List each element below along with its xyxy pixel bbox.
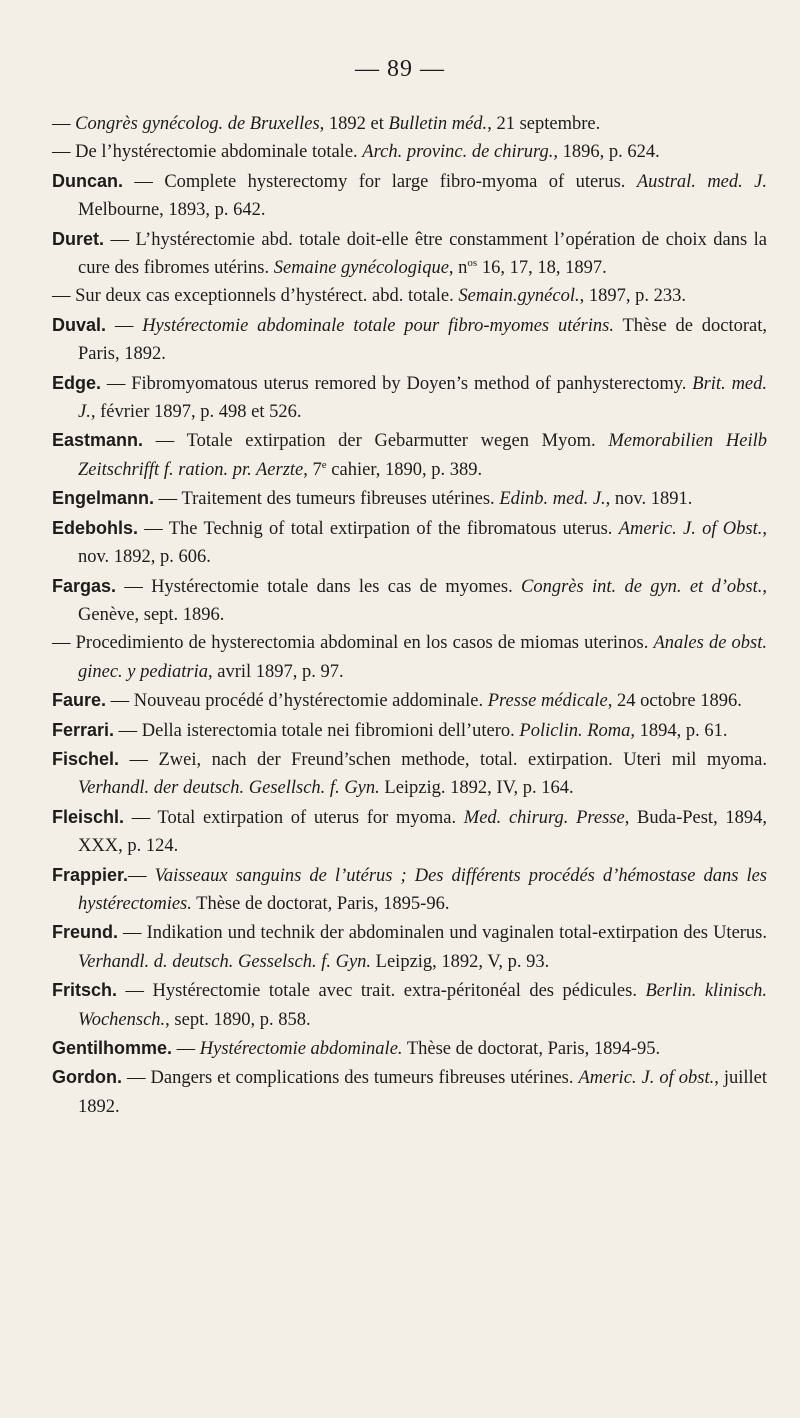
entry-text: 16, 17, 18, 1897. <box>477 258 607 279</box>
entry-title-italic: Vaisseaux sanguins de l’utérus ; Des différents procédés d’hémostase dans les hystérectomies. <box>78 865 767 914</box>
entry-text: , avril 1897, p. 97. <box>207 661 344 682</box>
bibliography-entry <box>52 803 767 861</box>
entry-author: Duncan. <box>52 170 124 191</box>
entry-text: , 1897, p. 233. <box>579 286 686 307</box>
entry-text: , 1894, p. 61. <box>630 720 728 741</box>
entry-dash: — <box>101 373 132 394</box>
entry-title-italic: Americ. J. of obst. <box>578 1068 715 1089</box>
entry-text: , 7 <box>303 459 322 480</box>
entry-dash: — <box>128 865 155 886</box>
entry-text: Complete hysterectomy for large fibro-myoma of uterus. <box>164 171 637 192</box>
entry-title-italic: Congrès int. de gyn. et d’obst. <box>521 576 763 597</box>
entry-text: Thèse de doctorat, Paris, 1895-96. <box>191 893 450 914</box>
entry-text: Total extirpation of uterus for myoma. <box>157 807 464 828</box>
entry-dash: — <box>52 142 76 163</box>
entry-title-italic: Brit. med. J. <box>78 373 768 423</box>
bibliography-entry <box>52 745 767 803</box>
entry-text: , février 1897, p. 498 et 526. <box>90 402 302 423</box>
entry-dash: — <box>172 1039 200 1059</box>
entry-dash: — <box>52 286 76 307</box>
entry-text: , nov. 1892, p. 606. <box>78 518 767 568</box>
entry-author: Fargas. <box>52 575 117 596</box>
bibliography-entry <box>52 629 767 686</box>
entry-text: , 21 septembre. <box>487 114 601 134</box>
entry-title-italic: Arch. provinc. de chirurg. <box>362 142 554 163</box>
entry-title-italic: Semaine gynécologique <box>273 258 449 279</box>
entry-text: , sept. 1890, p. 858. <box>165 1009 311 1030</box>
entry-text: Sur deux cas exceptionnels d’hystérect. abd. totale. <box>75 286 459 307</box>
bibliography-entry <box>52 167 767 225</box>
entry-text: , Buda-Pest, 1894, XXX, p. 124. <box>78 807 767 857</box>
entry-dash: — <box>124 807 158 828</box>
bibliography-list <box>52 110 767 1121</box>
bibliography-entry <box>52 484 767 513</box>
entry-title-italic: Policlin. Roma <box>519 720 631 741</box>
entry-text: cahier, 1890, p. 389. <box>326 459 483 480</box>
bibliography-entry <box>52 311 767 369</box>
bibliography-entry <box>52 282 767 310</box>
entry-dash: — <box>119 749 159 770</box>
entry-dash: — <box>52 633 76 654</box>
entry-author: Edge. <box>52 372 102 393</box>
bibliography-entry <box>52 369 767 427</box>
bibliography-entry <box>52 514 767 572</box>
entry-author: Freund. <box>52 922 118 943</box>
entry-dash: — <box>104 229 136 250</box>
entry-text: Hystérectomie totale dans les cas de myomes. <box>151 576 522 597</box>
bibliography-entry <box>52 110 767 138</box>
entry-author: Faure. <box>52 690 107 711</box>
entry-dash: — <box>106 315 143 336</box>
entry-title-italic: Berlin. klinisch. Wochensch. <box>78 981 767 1030</box>
entry-text: Thèse de doctorat, Paris, 1892. <box>78 315 768 365</box>
entry-text: Zwei, nach der Freund’schen methode, total. extirpation. Uteri mil myoma. <box>158 749 767 770</box>
entry-author: Fleischl. <box>52 806 125 827</box>
page-number: — 89 — <box>355 56 445 82</box>
bibliography-entry <box>52 138 767 166</box>
bibliography-entry <box>52 861 767 919</box>
entry-text: Totale extirpation der Gebarmutter wegen Myom. <box>186 431 609 452</box>
entry-title-italic: Americ. J. of Obst. <box>618 518 763 539</box>
bibliography-entry <box>52 686 767 715</box>
entry-title-italic: Verhandl. d. deutsch. Gesselsch. f. Gyn. <box>78 951 372 972</box>
bibliography-entry <box>52 225 767 283</box>
entry-dash: — <box>116 576 152 597</box>
entry-author: Eastmann. <box>52 430 144 451</box>
entry-text: Hystérectomie totale avec trait. extra-péritonéal des pédicules. <box>152 981 646 1002</box>
entry-dash: — <box>106 691 134 712</box>
entry-text: Thèse de doctorat, Paris, 1894-95. <box>402 1039 661 1059</box>
entry-title-italic: Austral. med. J. <box>636 171 768 192</box>
entry-text: , 1892 et <box>319 114 389 134</box>
entry-dash: — <box>123 171 165 192</box>
entry-text: , 1896, p. 624. <box>553 142 660 163</box>
entry-author: Duret. <box>52 228 105 249</box>
entry-text: Fibromyomatous uterus remored by Doyen’s method of panhysterectomy. <box>131 373 693 394</box>
entry-text: L’hystérectomie abd. totale doit-elle être constamment l’opération de choix dans la cure des fibromes utérins. <box>78 229 767 279</box>
entry-dash: — <box>117 981 153 1002</box>
entry-author: Edebohls. <box>52 517 139 538</box>
entry-author: Frappier. <box>52 864 129 885</box>
entry-text: De l’hystérectomie abdominale totale. <box>75 142 363 163</box>
entry-title-italic: Semain.gynécol. <box>458 286 580 307</box>
entry-superscript: os <box>467 256 478 269</box>
entry-title-italic: Hystérectomie abdominale. <box>199 1039 403 1059</box>
entry-author: Duval. <box>52 314 107 335</box>
entry-author: Fischel. <box>52 748 120 769</box>
entry-title-italic: Med. chirurg. Presse <box>463 807 625 828</box>
entry-dash: — <box>118 923 147 944</box>
entry-text: Traitement des tumeurs fibreuses utérines. <box>181 489 500 510</box>
entry-author: Gentilhomme. <box>52 1038 173 1058</box>
entry-text: Della isterectomia totale nei fibromioni dell’utero. <box>141 720 520 741</box>
entry-text: , nov. 1891. <box>605 489 693 510</box>
entry-text: Leipzig, 1892, V, p. 93. <box>371 951 550 972</box>
entry-text: , juillet 1892. <box>78 1068 767 1117</box>
entry-dash: — <box>52 114 76 134</box>
entry-author: Fritsch. <box>52 980 118 1001</box>
entry-text: , n <box>448 258 468 279</box>
entry-author: Gordon. <box>52 1067 122 1088</box>
entry-dash: — <box>122 1068 151 1089</box>
entry-dash: — <box>154 489 182 510</box>
entry-title-italic: Bulletin méd. <box>388 114 488 134</box>
entry-text: , 24 octobre 1896. <box>607 691 742 712</box>
entry-title-italic: Memorabilien Heilb Zeitschrifft f. ration. pr. Aerzte <box>78 431 767 480</box>
bibliography-entry <box>52 1034 767 1063</box>
entry-title-italic: Congrès gynécolog. de Bruxelles <box>75 114 320 134</box>
entry-text: Leipzig. 1892, IV, p. 164. <box>379 778 574 799</box>
entry-text: Dangers et complications des tumeurs fibreuses utérines. <box>150 1068 579 1089</box>
entry-dash: — <box>138 518 169 539</box>
entry-text: Procedimiento de hysterectomia abdominal en los casos de miomas uterinos. <box>75 633 654 654</box>
entry-text: , Genève, sept. 1896. <box>78 576 767 625</box>
entry-title-italic: Presse médicale <box>487 691 608 712</box>
entry-text: Melbourne, 1893, p. 642. <box>78 200 266 221</box>
bibliography-entry <box>52 716 767 745</box>
entry-dash: — <box>143 431 187 452</box>
entry-text: Nouveau procédé d’hystérectomie addominale. <box>133 691 488 712</box>
entry-author: Engelmann. <box>52 488 155 509</box>
entry-dash: — <box>114 720 142 741</box>
bibliography-entry <box>52 1063 767 1121</box>
entry-text: The Technig of total extirpation of the fibromatous uterus. <box>168 518 619 539</box>
entry-title-italic: Hystérectomie abdominale totale pour fibro-myomes utérins. <box>142 315 614 336</box>
bibliography-entry <box>52 918 767 976</box>
entry-title-italic: Edinb. med. J. <box>499 489 606 510</box>
entry-title-italic: Anales de obst. ginec. y pediatria <box>78 633 767 682</box>
entry-author: Ferrari. <box>52 719 115 740</box>
bibliography-entry <box>52 426 767 484</box>
entry-superscript: e <box>321 458 327 471</box>
bibliography-entry <box>52 572 767 630</box>
bibliography-entry <box>52 976 767 1034</box>
entry-title-italic: Verhandl. der deutsch. Gesellsch. f. Gyn. <box>78 778 380 799</box>
entry-text: Indikation und technik der abdominalen und vaginalen total-extirpation des Uterus. <box>146 923 768 944</box>
